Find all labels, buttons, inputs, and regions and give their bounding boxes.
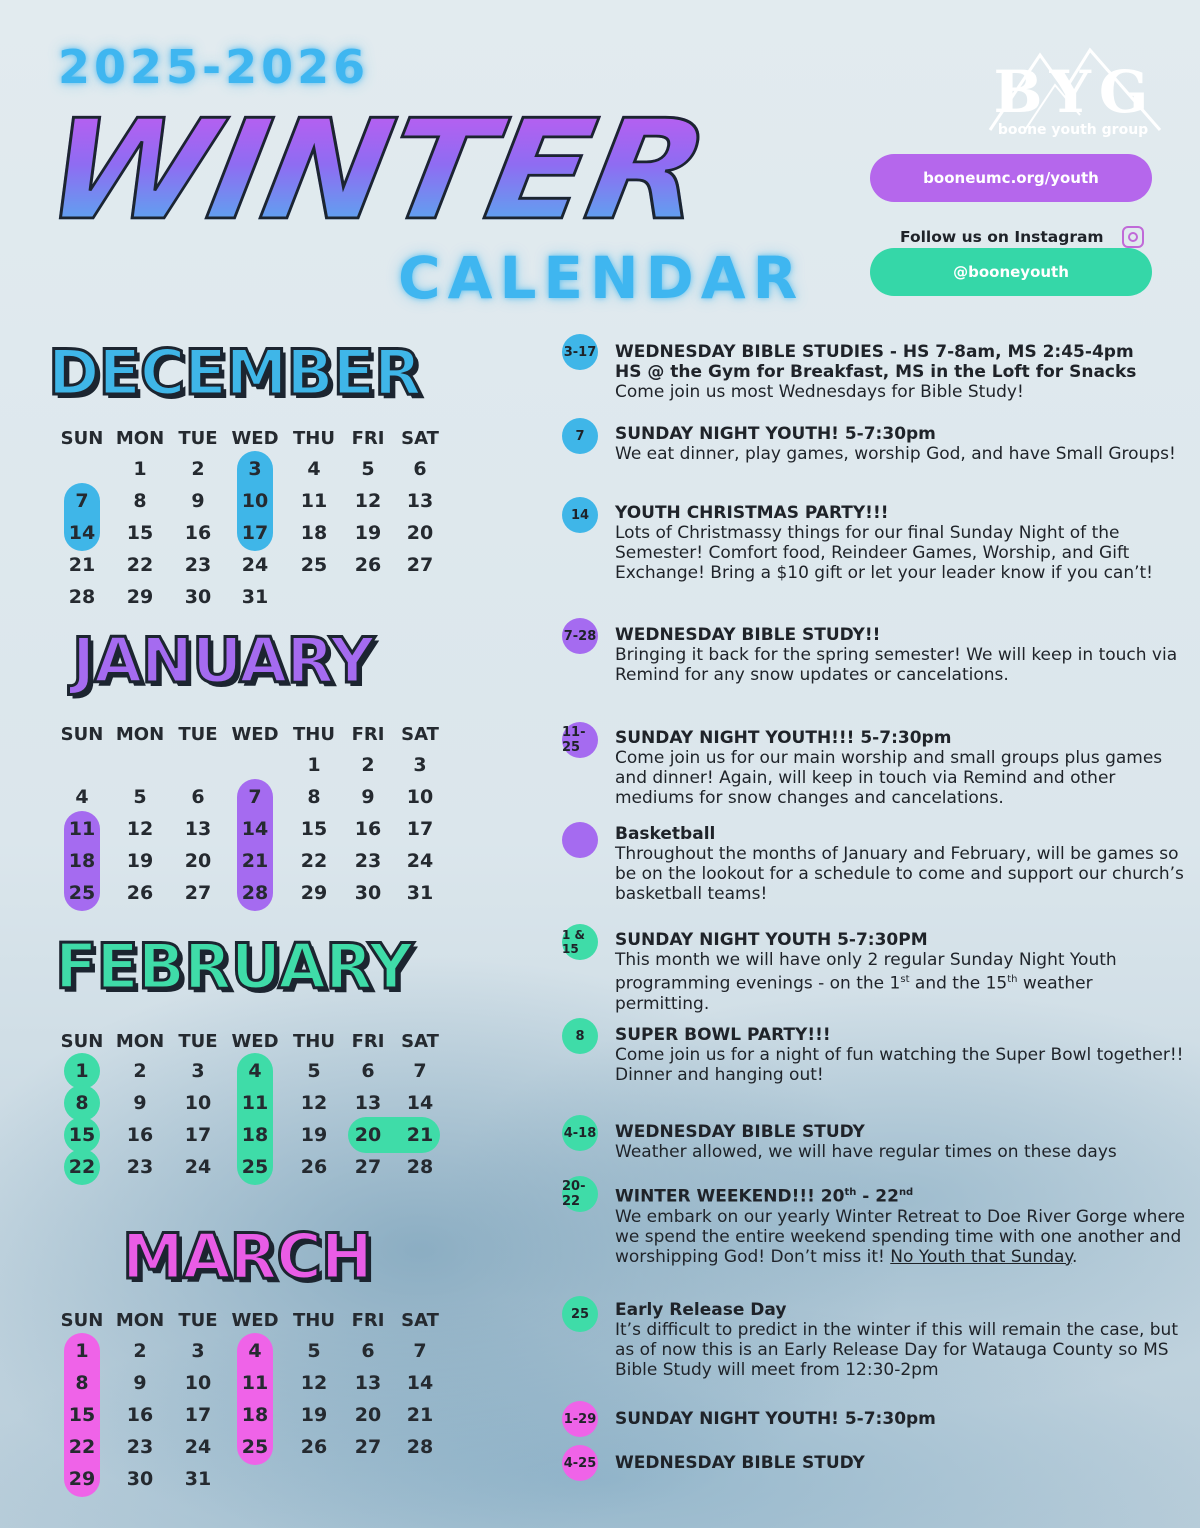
years-heading: 2025-2026 — [58, 40, 370, 94]
calendar-day: 23 — [126, 1436, 154, 1458]
calendar-day: 9 — [133, 1092, 147, 1114]
event-description: Bringing it back for the spring semester! We will keep in touch via Remind for any snow updates or cancelations. — [615, 645, 1178, 685]
event-badge: 1-29 — [562, 1401, 598, 1437]
calendar-day: 14 — [406, 1372, 434, 1394]
event-item — [615, 1453, 1185, 1473]
follow-instagram-text: Follow us on Instagram — [900, 228, 1104, 246]
event-badge: 1 & 15 — [562, 924, 598, 960]
website-link[interactable]: booneumc.org/youth — [870, 154, 1152, 202]
weekday-header: TUE — [178, 1310, 218, 1331]
weekday-header: MON — [115, 428, 165, 449]
calendar-day: 1 — [307, 754, 321, 776]
calendar-day: 20 — [184, 850, 212, 872]
weekday-header: TUE — [178, 1031, 218, 1052]
calendar-day: 29 — [300, 882, 328, 904]
calendar-day: 27 — [406, 554, 434, 576]
calendar-day: 26 — [126, 882, 154, 904]
calendar-day: 10 — [406, 786, 434, 808]
calendar-day: 21 — [406, 1404, 434, 1426]
event-badge: 20-22 — [562, 1176, 598, 1212]
calendar-day: 17 — [184, 1404, 212, 1426]
weekday-header: SUN — [60, 428, 104, 449]
calendar-day: 23 — [184, 554, 212, 576]
event-item — [615, 728, 1185, 808]
calendar-day: 28 — [406, 1436, 434, 1458]
calendar-day: 21 — [406, 1124, 434, 1146]
event-item — [615, 930, 1185, 1014]
event-badge — [562, 822, 598, 858]
calendar-day: 28 — [241, 882, 269, 904]
event-title: SUNDAY NIGHT YOUTH 5-7:30PM — [615, 930, 928, 950]
calendar-day: 29 — [126, 586, 154, 608]
calendar-day: 15 — [68, 1124, 96, 1146]
calendar-day: 3 — [248, 458, 262, 480]
calendar-day: 26 — [300, 1436, 328, 1458]
calendar-day: 30 — [184, 586, 212, 608]
month-title-december: DECEMBER — [48, 336, 421, 409]
event-item — [615, 1122, 1185, 1162]
weekday-header: FRI — [351, 724, 385, 745]
calendar-day: 24 — [184, 1436, 212, 1458]
event-description: Weather allowed, we will have regular times on these days — [615, 1142, 1117, 1162]
calendar-day: 6 — [413, 458, 427, 480]
weekday-header: WED — [231, 1031, 279, 1052]
calendar-day: 7 — [248, 786, 262, 808]
calendar-day: 5 — [361, 458, 375, 480]
calendar-day: 16 — [354, 818, 382, 840]
event-badge: 7 — [562, 418, 598, 454]
calendar-day: 12 — [300, 1372, 328, 1394]
calendar-day: 14 — [241, 818, 269, 840]
month-title-march: MARCH — [122, 1220, 372, 1293]
calendar-day: 12 — [300, 1092, 328, 1114]
event-title: SUNDAY NIGHT YOUTH! 5-7:30pm — [615, 424, 936, 444]
weekday-header: SAT — [401, 724, 439, 745]
calendar-day: 15 — [126, 522, 154, 544]
event-item — [615, 625, 1185, 685]
calendar-day: 25 — [241, 1156, 269, 1178]
calendar-day: 7 — [75, 490, 89, 512]
event-badge: 25 — [562, 1296, 598, 1332]
calendar-day: 18 — [241, 1124, 269, 1146]
weekday-header: FRI — [351, 1031, 385, 1052]
calendar-day: 15 — [68, 1404, 96, 1426]
winter-title: WINTER — [33, 90, 718, 252]
logo-letters: BYG — [993, 58, 1157, 126]
calendar-day: 25 — [241, 1436, 269, 1458]
calendar-day: 3 — [191, 1060, 205, 1082]
calendar-day: 18 — [68, 850, 96, 872]
calendar-day: 13 — [406, 490, 434, 512]
weekday-header: MON — [115, 1031, 165, 1052]
weekday-header: SAT — [401, 428, 439, 449]
instagram-icon[interactable] — [1122, 226, 1144, 248]
calendar-day: 3 — [191, 1340, 205, 1362]
event-badge: 7-28 — [562, 618, 598, 654]
event-title: WEDNESDAY BIBLE STUDY — [615, 1453, 865, 1473]
calendar-day: 25 — [300, 554, 328, 576]
calendar-day: 20 — [354, 1124, 382, 1146]
weekday-header: TUE — [178, 428, 218, 449]
calendar-day: 4 — [248, 1060, 262, 1082]
calendar-day: 13 — [184, 818, 212, 840]
calendar-day: 5 — [307, 1060, 321, 1082]
calendar-day: 21 — [241, 850, 269, 872]
calendar-day: 27 — [184, 882, 212, 904]
calendar-day: 3 — [413, 754, 427, 776]
weekday-header: SAT — [401, 1031, 439, 1052]
event-description: Come join us for our main worship and small groups plus games and dinner! Again, will keep in touch via Remind and other mediums for snow changes and cancelations. — [615, 748, 1163, 808]
event-badge: 3-17 — [562, 334, 598, 370]
calendar-day: 1 — [133, 458, 147, 480]
event-badge: 8 — [562, 1018, 598, 1054]
weekday-header: WED — [231, 428, 279, 449]
instagram-handle-link[interactable]: @booneyouth — [870, 248, 1152, 296]
calendar-day: 28 — [406, 1156, 434, 1178]
event-description: We eat dinner, play games, worship God, and have Small Groups! — [615, 444, 1176, 464]
event-item — [615, 342, 1185, 402]
weekday-header: SUN — [60, 724, 104, 745]
calendar-day: 11 — [68, 818, 96, 840]
weekday-header: FRI — [351, 428, 385, 449]
calendar-day: 20 — [354, 1404, 382, 1426]
calendar-day: 27 — [354, 1156, 382, 1178]
event-description: Come join us most Wednesdays for Bible Study! — [615, 382, 1024, 402]
calendar-day: 30 — [126, 1468, 154, 1490]
calendar-day: 21 — [68, 554, 96, 576]
calendar-day: 2 — [191, 458, 205, 480]
calendar-day: 7 — [413, 1340, 427, 1362]
calendar-day: 14 — [406, 1092, 434, 1114]
event-title: WEDNESDAY BIBLE STUDY — [615, 1122, 865, 1142]
event-badge: 4-18 — [562, 1115, 598, 1151]
calendar-day: 30 — [354, 882, 382, 904]
calendar-day: 9 — [191, 490, 205, 512]
calendar-day: 10 — [184, 1372, 212, 1394]
calendar-day: 19 — [300, 1124, 328, 1146]
calendar-day: 31 — [241, 586, 269, 608]
calendar-day: 6 — [361, 1060, 375, 1082]
calendar-day: 22 — [68, 1156, 96, 1178]
event-description: This month we will have only 2 regular Sunday Night Youth programming evenings - on the 1st and the 15th weather permitting. — [615, 950, 1117, 1014]
calendar-day: 16 — [126, 1404, 154, 1426]
event-item — [615, 1183, 1185, 1267]
calendar-day: 17 — [406, 818, 434, 840]
calendar-day: 28 — [68, 586, 96, 608]
calendar-day: 4 — [307, 458, 321, 480]
event-title: Early Release Day — [615, 1300, 787, 1320]
weekday-header: SUN — [60, 1031, 104, 1052]
event-badge: 4-25 — [562, 1445, 598, 1481]
event-badge: 14 — [562, 497, 598, 533]
event-description: Lots of Christmassy things for our final Sunday Night of the Semester! Comfort food, Reindeer Games, Worship, and Gift Exchange! Bring a $10 gift or let your leader know if you can’t! — [615, 523, 1153, 583]
calendar-day: 22 — [68, 1436, 96, 1458]
calendar-day: 17 — [241, 522, 269, 544]
calendar-day: 5 — [133, 786, 147, 808]
calendar-day: 26 — [354, 554, 382, 576]
event-description: Come join us for a night of fun watching the Super Bowl together!! Dinner and hanging out! — [615, 1045, 1184, 1085]
event-title-line2: HS @ the Gym for Breakfast, MS in the Loft for Snacks — [615, 362, 1137, 382]
calendar-day: 8 — [75, 1372, 89, 1394]
calendar-day: 8 — [307, 786, 321, 808]
calendar-day: 14 — [68, 522, 96, 544]
event-badge: 11-25 — [562, 722, 598, 758]
weekday-header: SUN — [60, 1310, 104, 1331]
calendar-day: 22 — [126, 554, 154, 576]
calendar-day: 11 — [241, 1092, 269, 1114]
event-title: WINTER WEEKEND!!! 20th - 22nd — [615, 1186, 914, 1207]
event-item — [615, 424, 1185, 464]
calendar-day: 7 — [413, 1060, 427, 1082]
calendar-day: 10 — [184, 1092, 212, 1114]
event-item — [615, 824, 1185, 904]
calendar-day: 23 — [126, 1156, 154, 1178]
weekday-header: THU — [293, 1031, 335, 1052]
calendar-day: 2 — [361, 754, 375, 776]
weekday-header: MON — [115, 724, 165, 745]
weekday-header: TUE — [178, 724, 218, 745]
event-title: Basketball — [615, 824, 716, 844]
calendar-day: 26 — [300, 1156, 328, 1178]
calendar-day: 1 — [75, 1340, 89, 1362]
calendar-day: 13 — [354, 1372, 382, 1394]
calendar-day: 2 — [133, 1060, 147, 1082]
calendar-day: 15 — [300, 818, 328, 840]
calendar-day: 8 — [133, 490, 147, 512]
month-title-january: JANUARY — [72, 624, 374, 697]
weekday-header: FRI — [351, 1310, 385, 1331]
calendar-day: 16 — [126, 1124, 154, 1146]
calendar-day: 5 — [307, 1340, 321, 1362]
calendar-day: 19 — [300, 1404, 328, 1426]
event-item — [615, 1409, 1185, 1429]
calendar-day: 19 — [126, 850, 154, 872]
calendar-day: 22 — [300, 850, 328, 872]
calendar-day: 12 — [126, 818, 154, 840]
calendar-day: 4 — [75, 786, 89, 808]
calendar-day: 11 — [241, 1372, 269, 1394]
calendar-day: 20 — [406, 522, 434, 544]
calendar-day: 6 — [361, 1340, 375, 1362]
calendar-day: 1 — [75, 1060, 89, 1082]
calendar-day: 27 — [354, 1436, 382, 1458]
event-title: SUNDAY NIGHT YOUTH! 5-7:30pm — [615, 1409, 936, 1429]
event-title: WEDNESDAY BIBLE STUDIES - HS 7-8am, MS 2:45-4pm — [615, 342, 1134, 362]
calendar-day: 6 — [191, 786, 205, 808]
event-title: SUNDAY NIGHT YOUTH!!! 5-7:30pm — [615, 728, 952, 748]
calendar-day: 13 — [354, 1092, 382, 1114]
calendar-subtitle: CALENDAR — [398, 244, 805, 312]
event-item — [615, 1025, 1185, 1085]
calendar-day: 10 — [241, 490, 269, 512]
calendar-day: 31 — [406, 882, 434, 904]
event-title: WEDNESDAY BIBLE STUDY!! — [615, 625, 881, 645]
calendar-day: 19 — [354, 522, 382, 544]
weekday-header: WED — [231, 724, 279, 745]
event-title: SUPER BOWL PARTY!!! — [615, 1025, 831, 1045]
calendar-day: 29 — [68, 1468, 96, 1490]
month-title-february: FEBRUARY — [55, 930, 413, 1003]
calendar-day: 17 — [184, 1124, 212, 1146]
event-description: Throughout the months of January and February, will be games so be on the lookout for a schedule to come and support our church’s basketball teams! — [615, 844, 1184, 904]
calendar-day: 16 — [184, 522, 212, 544]
event-item — [615, 503, 1185, 583]
calendar-day: 24 — [241, 554, 269, 576]
weekday-header: THU — [293, 724, 335, 745]
logo-tagline: boone youth group — [997, 122, 1149, 138]
event-description: We embark on our yearly Winter Retreat to Doe River Gorge where we spend the entire weekend spending time with one another and worshipping God! Don’t miss it! No Youth that Sunday. — [615, 1206, 1185, 1267]
calendar-day: 12 — [354, 490, 382, 512]
event-item — [615, 1300, 1185, 1380]
weekday-header: THU — [293, 1310, 335, 1331]
event-title: YOUTH CHRISTMAS PARTY!!! — [615, 503, 889, 523]
calendar-day: 11 — [300, 490, 328, 512]
calendar-day: 2 — [133, 1340, 147, 1362]
weekday-header: WED — [231, 1310, 279, 1331]
weekday-header: SAT — [401, 1310, 439, 1331]
calendar-day: 4 — [248, 1340, 262, 1362]
weekday-header: THU — [293, 428, 335, 449]
calendar-day: 24 — [406, 850, 434, 872]
calendar-day: 18 — [300, 522, 328, 544]
calendar-day: 18 — [241, 1404, 269, 1426]
calendar-day: 24 — [184, 1156, 212, 1178]
calendar-day: 9 — [133, 1372, 147, 1394]
calendar-day: 23 — [354, 850, 382, 872]
calendar-day: 8 — [75, 1092, 89, 1114]
calendar-day: 9 — [361, 786, 375, 808]
calendar-day: 31 — [184, 1468, 212, 1490]
event-description: It’s difficult to predict in the winter if this will remain the case, but as of now this is an Early Release Day for Watauga County so MS Bible Study will meet from 12:30-2pm — [615, 1320, 1178, 1380]
weekday-header: MON — [115, 1310, 165, 1331]
calendar-day: 25 — [68, 882, 96, 904]
